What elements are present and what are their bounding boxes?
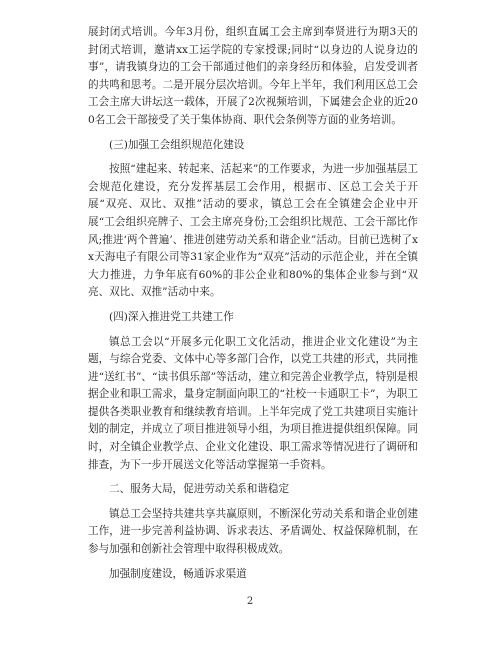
- paragraph-gap: [88, 474, 418, 481]
- paragraph-gap: [88, 327, 418, 334]
- heading-institution: 加强制度建设，畅通诉求渠道: [109, 567, 247, 580]
- page-number: 2: [246, 596, 254, 607]
- heading-labor-relations: 二、服务大局，促进劳动关系和谐稳定: [109, 483, 290, 496]
- paragraph-training: 展封闭式培训。今年3月份，组织直属工会主席到奉贤进行为期3天的封闭式培训，邀请xx工运学院的专家授课;同时“以身边的人说身边的事”，请我镇身边的工会干部通过他们的亲身经历和体验，启发受训者的共鸣和思考。二是开展分层次培训。今年上半年，我们利用区总工会工会主席大讲坛这一载体，开展了2次视频培训，下属建会企业的近200名工会干部接受了关于集体协商、职代会条例等方面的业务培训。: [88, 26, 418, 126]
- paragraph-party-union: 镇总工会以“开展多元化职工文化活动，推进企业文化建设”为主题，与综合党委、文体中心等多部门合作，以党工共建的形式，共同推进“送红书”、“读书俱乐部”等活动，建立和完善企业教学点，特别是根据企业和职工需求，量身定制面向职工的“社校一卡通职工卡”，为职工提供各类职业教育和继续教育培训。上半年完成了党工共建项目实施计划的制定，并成立了项目推进领导小组，为项目推进提供组织保障。同时，对全镇企业教学点、企业文化建设、职工需求等情况进行了调研和排查，为下一步开展送文化等活动掌握第一手资料。: [88, 335, 418, 471]
- paragraph-gap: [88, 130, 418, 137]
- paragraph-standardization: 按照“建起来、转起来、活起来”的工作要求，为进一步加强基层工会规范化建设，充分发挥基层工会作用，根据市、区总工会关于开展“双亮、双比、双推”活动的要求，镇总工会在全镇建会企业中开展“工会组织亮牌子、工会主席亮身份;工会组织比规范、工会干部比作风;推进‘两个普遍’、推进创建劳动关系和谐企业”活动。目前已选树了xx天海电子有限公司等31家企业作为“双亮”活动的示范企业，并在全镇大力推进，力争年底有60%的非公企业和80%的集体企业参与到“双亮、双比、双推”活动中来。: [88, 163, 418, 299]
- paragraph-gap: [88, 154, 418, 161]
- document-body: [88, 24, 418, 583]
- heading-standardization: (三)加强工会组织规范化建设: [109, 138, 245, 151]
- paragraph-gap: [88, 499, 418, 506]
- paragraph-labor-relations: 镇总工会坚持共建共享共赢原则，不断深化劳动关系和谐企业创建工作，进一步完善利益协调、诉求表达、矛盾调处、权益保障机制，在参与加强和创新社会管理中取得积极成效。: [88, 507, 418, 556]
- heading-party-union: (四)深入推进党工共建工作: [109, 310, 234, 323]
- paragraph-gap: [88, 559, 418, 566]
- paragraph-gap: [88, 302, 418, 309]
